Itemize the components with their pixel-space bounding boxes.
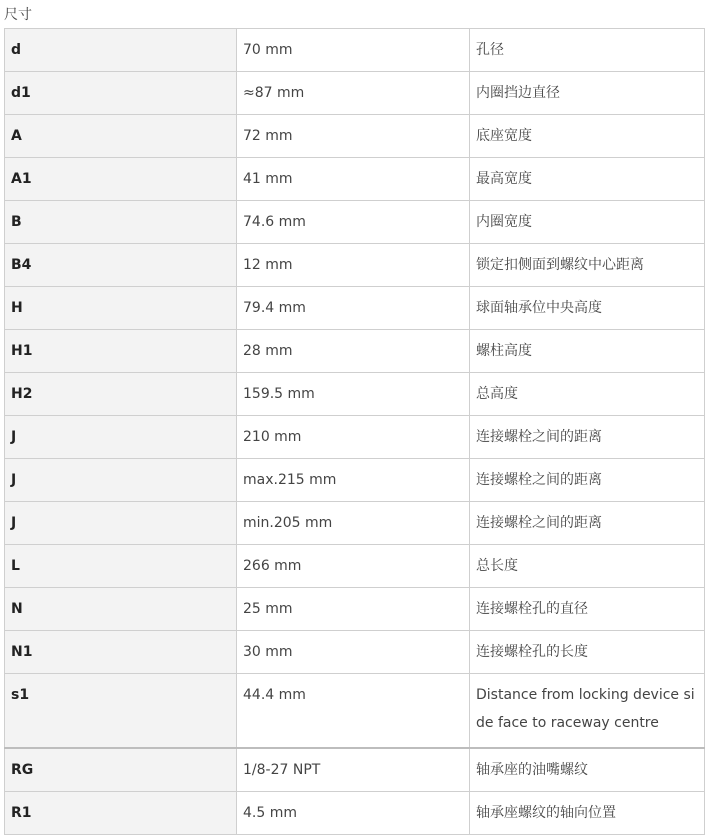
table-row — [5, 201, 705, 244]
symbol-cell: B — [5, 201, 237, 244]
symbol-cell: H1 — [5, 330, 237, 373]
value-cell: 70 mm — [237, 29, 470, 72]
table-row — [5, 545, 705, 588]
description-cell: 螺柱高度 — [470, 330, 705, 373]
table-row — [5, 791, 705, 834]
description-cell: 底座宽度 — [470, 115, 705, 158]
value-cell: 1/8-27 NPT — [237, 748, 470, 791]
table-row — [5, 287, 705, 330]
description-cell: 锁定扣侧面到螺纹中心距离 — [470, 244, 705, 287]
table-row — [5, 244, 705, 287]
value-cell: 79.4 mm — [237, 287, 470, 330]
description-cell: 孔径 — [470, 29, 705, 72]
value-cell: 72 mm — [237, 115, 470, 158]
description-cell: Distance from locking device side face to raceway centre — [470, 674, 705, 749]
table-row — [5, 330, 705, 373]
symbol-cell: H2 — [5, 373, 237, 416]
symbol-cell: J — [5, 459, 237, 502]
value-cell: 159.5 mm — [237, 373, 470, 416]
table-row — [5, 631, 705, 674]
value-cell: ≈87 mm — [237, 72, 470, 115]
description-cell: 轴承座的油嘴螺纹 — [470, 748, 705, 791]
table-row — [5, 748, 705, 791]
symbol-cell: A1 — [5, 158, 237, 201]
value-cell: 44.4 mm — [237, 674, 470, 749]
table-row — [5, 373, 705, 416]
table-row — [5, 459, 705, 502]
value-cell: 74.6 mm — [237, 201, 470, 244]
symbol-cell: B4 — [5, 244, 237, 287]
description-cell: 连接螺栓之间的距离 — [470, 459, 705, 502]
description-cell: 总长度 — [470, 545, 705, 588]
symbol-cell: L — [5, 545, 237, 588]
symbol-cell: A — [5, 115, 237, 158]
value-cell: 4.5 mm — [237, 791, 470, 834]
description-cell: 总高度 — [470, 373, 705, 416]
description-cell: 连接螺栓孔的直径 — [470, 588, 705, 631]
symbol-cell: H — [5, 287, 237, 330]
symbol-cell: s1 — [5, 674, 237, 749]
value-cell: 25 mm — [237, 588, 470, 631]
description-cell: 内圈宽度 — [470, 201, 705, 244]
symbol-cell: RG — [5, 748, 237, 791]
value-cell: 28 mm — [237, 330, 470, 373]
dimensions-table — [4, 28, 705, 835]
description-cell: 球面轴承位中央高度 — [470, 287, 705, 330]
symbol-cell: d — [5, 29, 237, 72]
table-row — [5, 72, 705, 115]
description-cell: 连接螺栓孔的长度 — [470, 631, 705, 674]
description-cell: 最高宽度 — [470, 158, 705, 201]
description-cell: 内圈挡边直径 — [470, 72, 705, 115]
value-cell: 12 mm — [237, 244, 470, 287]
symbol-cell: N — [5, 588, 237, 631]
value-cell: 266 mm — [237, 545, 470, 588]
description-cell: 连接螺栓之间的距离 — [470, 502, 705, 545]
table-row — [5, 115, 705, 158]
value-cell: 210 mm — [237, 416, 470, 459]
symbol-cell: J — [5, 502, 237, 545]
table-row — [5, 588, 705, 631]
table-caption: 尺寸 — [4, 7, 32, 23]
table-row — [5, 502, 705, 545]
value-cell: 41 mm — [237, 158, 470, 201]
value-cell: 30 mm — [237, 631, 470, 674]
table-row — [5, 158, 705, 201]
description-cell: 轴承座螺纹的轴向位置 — [470, 791, 705, 834]
symbol-cell: R1 — [5, 791, 237, 834]
description-cell: 连接螺栓之间的距离 — [470, 416, 705, 459]
value-cell: max.215 mm — [237, 459, 470, 502]
symbol-cell: J — [5, 416, 237, 459]
symbol-cell: N1 — [5, 631, 237, 674]
symbol-cell: d1 — [5, 72, 237, 115]
table-row — [5, 416, 705, 459]
table-row — [5, 29, 705, 72]
table-row — [5, 674, 705, 749]
value-cell: min.205 mm — [237, 502, 470, 545]
